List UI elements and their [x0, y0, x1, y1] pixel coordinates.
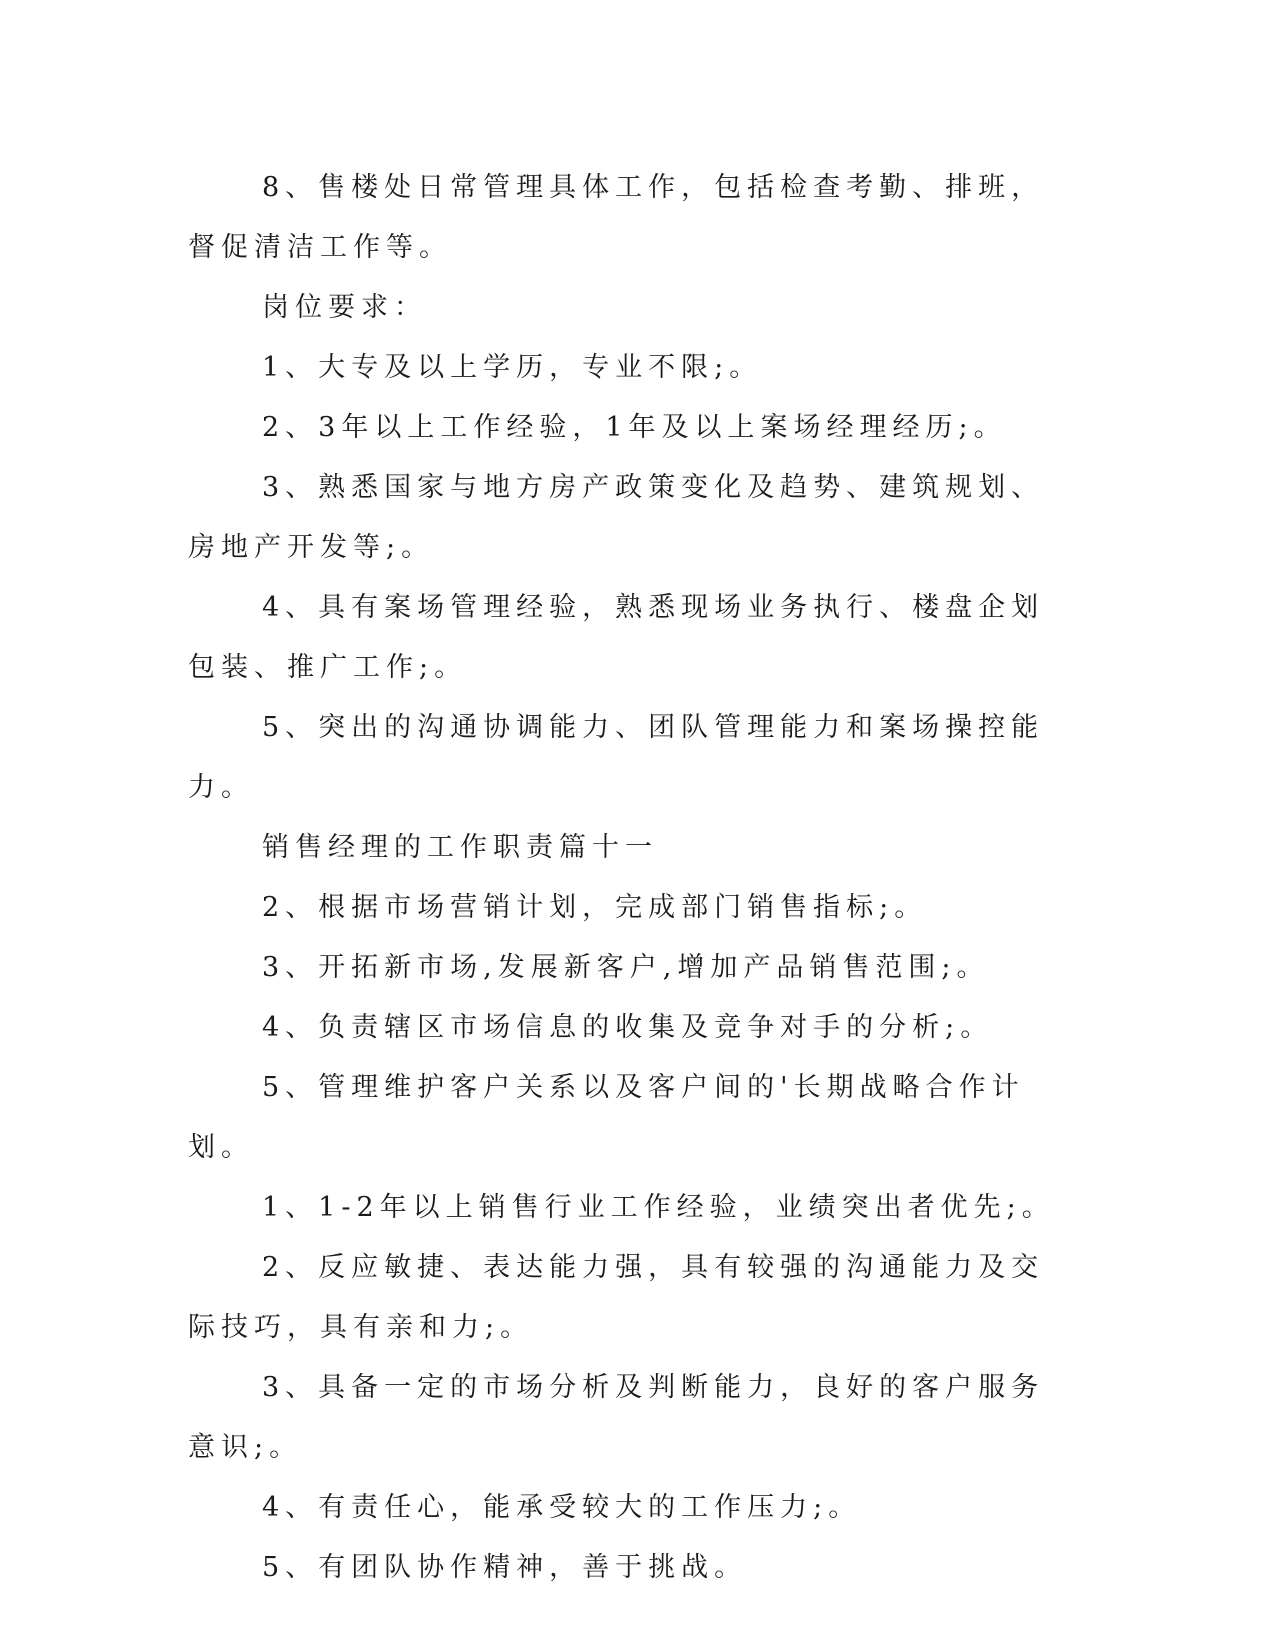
paragraph-qualification-2: 2、反应敏捷、表达能力强，具有较强的沟通能力及交际技巧，具有亲和力;。	[188, 1252, 1045, 1343]
paragraph-duty-4: 4、负责辖区市场信息的收集及竞争对手的分析;。	[262, 1012, 994, 1043]
paragraph-duty-8: 8、售楼处日常管理具体工作，包括检查考勤、排班，督促清洁工作等。	[188, 172, 1045, 263]
paragraph-requirement-1: 1、大专及以上学历，专业不限;。	[262, 352, 763, 383]
paragraph-requirement-4: 4、具有案场管理经验，熟悉现场业务执行、楼盘企划包装、推广工作;。	[188, 592, 1045, 683]
document-body	[188, 158, 1068, 1598]
paragraph-requirement-2: 2、3年以上工作经验，1年及以上案场经理经历;。	[262, 412, 1007, 443]
paragraph-qualification-1: 1、1-2年以上销售行业工作经验，业绩突出者优先;。	[262, 1192, 1055, 1223]
paragraph-qualification-3: 3、具备一定的市场分析及判断能力，良好的客户服务意识;。	[188, 1372, 1045, 1463]
paragraph-duty-2: 2、根据市场营销计划，完成部门销售指标;。	[262, 892, 928, 923]
section-title-11: 销售经理的工作职责篇十一	[262, 832, 658, 863]
paragraph-requirement-5: 5、突出的沟通协调能力、团队管理能力和案场操控能力。	[188, 712, 1045, 803]
paragraph-duty-5: 5、管理维护客户关系以及客户间的'长期战略合作计划。	[188, 1072, 1025, 1163]
paragraph-requirement-3: 3、熟悉国家与地方房产政策变化及趋势、建筑规划、房地产开发等;。	[188, 472, 1045, 563]
paragraph-qualification-5: 5、有团队协作精神，善于挑战。	[262, 1552, 748, 1583]
paragraph-qualification-4: 4、有责任心，能承受较大的工作压力;。	[262, 1492, 862, 1523]
paragraph-duty-3: 3、开拓新市场,发展新客户,增加产品销售范围;。	[262, 952, 990, 983]
heading-job-requirements: 岗位要求：	[262, 292, 427, 323]
